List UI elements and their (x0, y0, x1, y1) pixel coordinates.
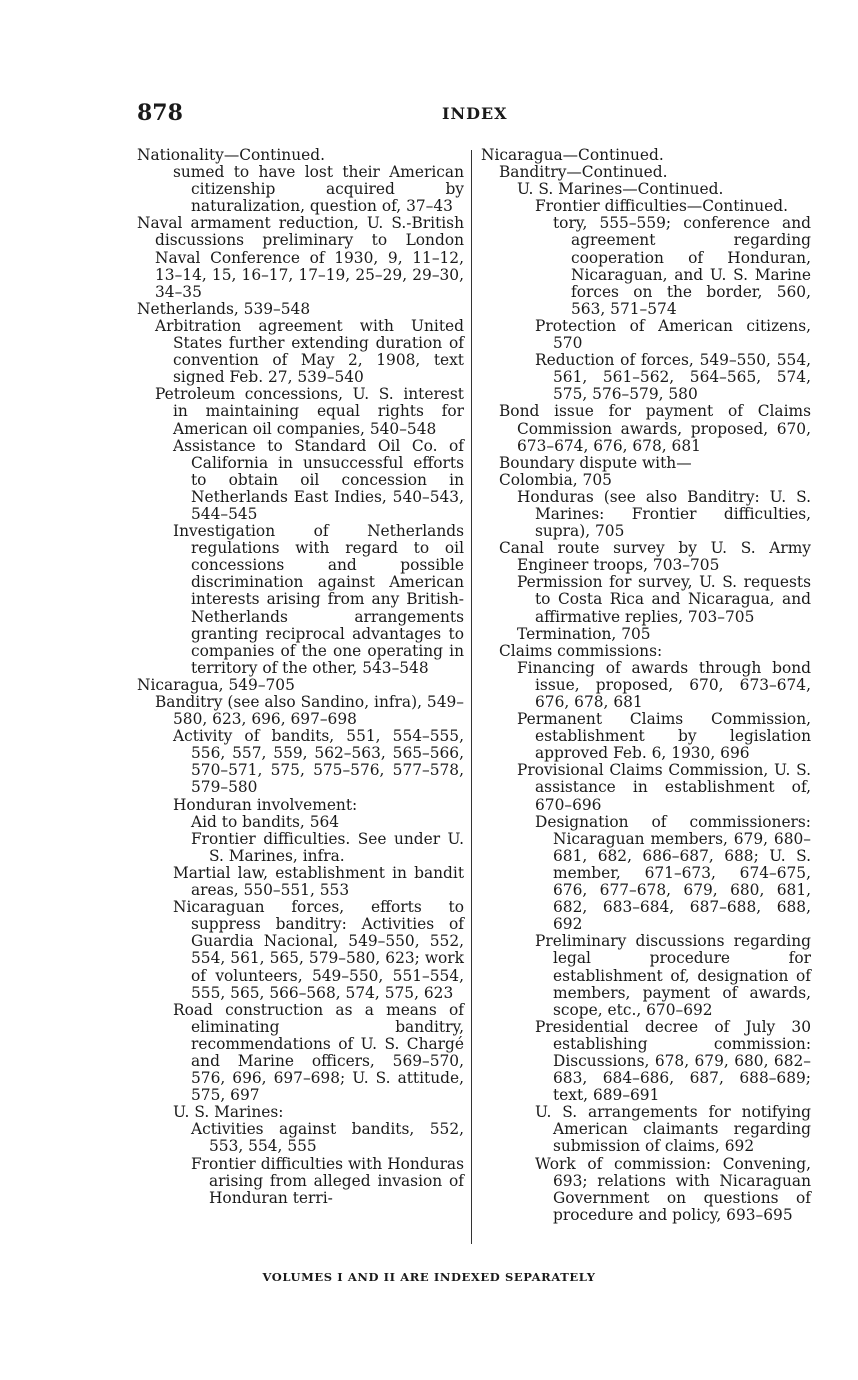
index-entry: Claims commissions: (499, 641, 663, 660)
running-head: INDEX (442, 104, 508, 123)
index-entry: Nicaragua—Continued. (481, 146, 664, 164)
column-divider (471, 150, 472, 1244)
index-entry: Preliminary discussions regarding legal procedure for establishment of, designation of members, payment of awards, scope, etc., 670–692 (535, 932, 811, 1019)
index-entry: Netherlands, 539–548 (137, 299, 311, 318)
index-entry: Nicaraguan forces, efforts to suppress banditry: Activities of Guardia Nacional, 549–550, 552, 554, 561, 565, 579–580, 623; work of volunteers, 549–550, 551–554, 555, 565, 566–568, 574, 575, 623 (173, 898, 464, 1002)
index-entry: tory, 555–559; conference and agreement regarding cooperation of Honduran, Nicaraguan, and U. S. Marine forces on the border, 560, 563, 571–574 (553, 214, 811, 318)
index-entry: Designation of commissioners: Nicaraguan members, 679, 680–681, 682, 686–687, 688; U. S. member, 671–673, 674–675, 676, 677–678, 679, 680, 681, 682, 683–684, 687–688, 688, 692 (535, 812, 811, 934)
index-entry: Honduras (see also Banditry: U. S. Marines: Frontier difficulties, supra), 705 (517, 487, 811, 541)
index-entry: Frontier difficulties. See under U. S. Marines, infra. (191, 829, 464, 865)
index-entry: Assistance to Standard Oil Co. of California in unsuccessful efforts to obtain oil concession in Netherlands East Indies, 540–543, 544–545 (173, 436, 464, 523)
index-entry: sumed to have lost their American citizenship acquired by naturalization, question of, 37–43 (173, 163, 464, 216)
index-entry: Provisional Claims Commission, U. S. assistance in establishment of, 670–696 (517, 761, 811, 814)
index-entry: Activities against bandits, 552, 553, 554, 555 (191, 1120, 464, 1156)
index-entry: Honduran involvement: (173, 795, 358, 814)
index-entry: Termination, 705 (517, 624, 651, 643)
index-entry: U. S. Marines: (173, 1103, 284, 1122)
index-entry: Permission for survey, U. S. requests to Costa Rica and Nicaragua, and affirmative replies, 703–705 (517, 573, 811, 626)
index-entry: Financing of awards through bond issue, proposed, 670, 673–674, 676, 678, 681 (517, 658, 811, 711)
index-entry: Frontier difficulties with Honduras arising from alleged invasion of Honduran terri- (191, 1154, 464, 1207)
index-column-left (137, 147, 464, 1207)
index-entry: Permanent Claims Commission, establishment by legislation approved Feb. 6, 1930, 696 (517, 710, 811, 763)
index-entry: Arbitration agreement with United States further extending duration of convention of May 2, 1908, text signed Feb. 27, 539–540 (155, 316, 464, 387)
index-entry: Banditry (see also Sandino, infra), 549–580, 623, 696, 697–698 (155, 693, 464, 729)
index-entry: Nicaragua, 549–705 (137, 675, 295, 694)
index-entry: U. S. Marines—Continued. (517, 180, 724, 199)
index-entry: Bond issue for payment of Claims Commission awards, proposed, 670, 673–674, 676, 678, 681 (499, 402, 811, 455)
index-entry: Frontier difficulties—Continued. (535, 197, 789, 216)
index-entry: Activity of bandits, 551, 554–555, 556, 557, 559, 562–563, 565–566, 570–571, 575, 575–576, 577–578, 579–580 (173, 727, 464, 797)
index-entry: Road construction as a means of eliminating banditry, recommendations of U. S. Chargé and Marine officers, 569–570, 576, 696, 697–698; U. S. attitude, 575, 697 (173, 1000, 464, 1105)
index-entry: Canal route survey by U. S. Army Engineer troops, 703–705 (499, 539, 811, 575)
index-entry: Investigation of Netherlands regulations with regard to oil concessions and possible discrimination against American interests arising from any British-Netherlands arrangements granting reciprocal advantages to companies of the one operating in territory of the other, 543–548 (173, 522, 464, 677)
index-entry: Nationality—Continued. (137, 146, 325, 164)
index-entry: Aid to bandits, 564 (191, 812, 340, 831)
index-column-right (481, 147, 811, 1224)
index-entry: Boundary dispute with— (499, 453, 692, 472)
index-entry: Petroleum concessions, U. S. interest in maintaining equal rights for American oil companies, 540–548 (155, 385, 464, 438)
index-entry: Banditry—Continued. (499, 163, 668, 182)
index-entry: Work of commission: Convening, 693; relations with Nicaraguan Government on questions of procedure and policy, 693–695 (535, 1154, 811, 1224)
index-entry: Protection of American citizens, 570 (535, 316, 811, 353)
index-entry: Presidential decree of July 30 establishing commission: Discussions, 678, 679, 680, 682–683, 684–686, 687, 688–689; text, 689–691 (535, 1017, 811, 1105)
index-entry: Colombia, 705 (499, 470, 612, 489)
index-entry: Martial law, establishment in bandit areas, 550–551, 553 (173, 863, 464, 900)
index-entry: Naval armament reduction, U. S.-British discussions preliminary to London Naval Conference of 1930, 9, 11–12, 13–14, 15, 16–17, 17–19, 25–29, 29–30, 34–35 (137, 214, 464, 301)
index-entry: U. S. arrangements for notifying American claimants regarding submission of claims, 692 (535, 1103, 811, 1156)
page-number: 878 (137, 100, 183, 126)
index-entry: Reduction of forces, 549–550, 554, 561, 561–562, 564–565, 574, 575, 576–579, 580 (535, 351, 811, 404)
page-header (137, 100, 818, 130)
page-footer: VOLUMES I AND II ARE INDEXED SEPARATELY (262, 1270, 596, 1284)
